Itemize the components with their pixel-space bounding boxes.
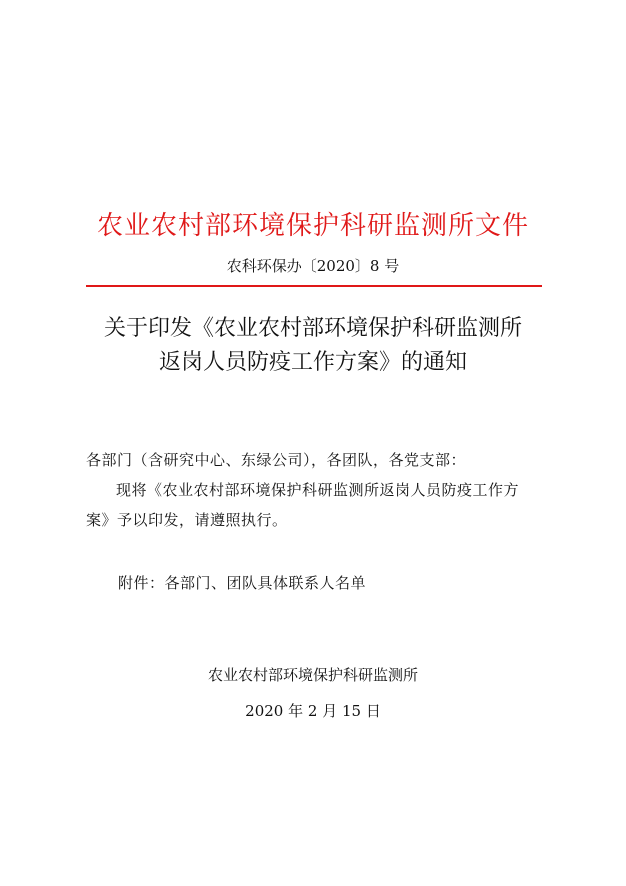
salutation: 各部门（含研究中心、东绿公司），各团队，各党支部： — [86, 451, 467, 469]
notice-title — [0, 312, 626, 380]
signature-organization: 农业农村部环境保护科研监测所 — [207, 666, 418, 684]
attachment-note: 附件：各部门、团队具体联系人名单 — [118, 574, 367, 592]
notice-title-line-2: 返岗人员防疫工作方案》的通知 — [158, 350, 467, 375]
notice-title-line-1: 关于印发《农业农村部环境保护科研监测所 — [103, 316, 522, 341]
document-header-title: 农业农村部环境保护科研监测所文件 — [96, 211, 529, 241]
red-divider-line — [86, 285, 542, 287]
document-number: 农科环保办〔2020〕8 号 — [226, 257, 400, 275]
body-paragraph: 现将《农业农村部环境保护科研监测所返岗人员防疫工作方案》予以印发，请遵照执行。 — [86, 481, 520, 529]
signature-date: 2020 年 2 月 15 日 — [245, 702, 381, 720]
